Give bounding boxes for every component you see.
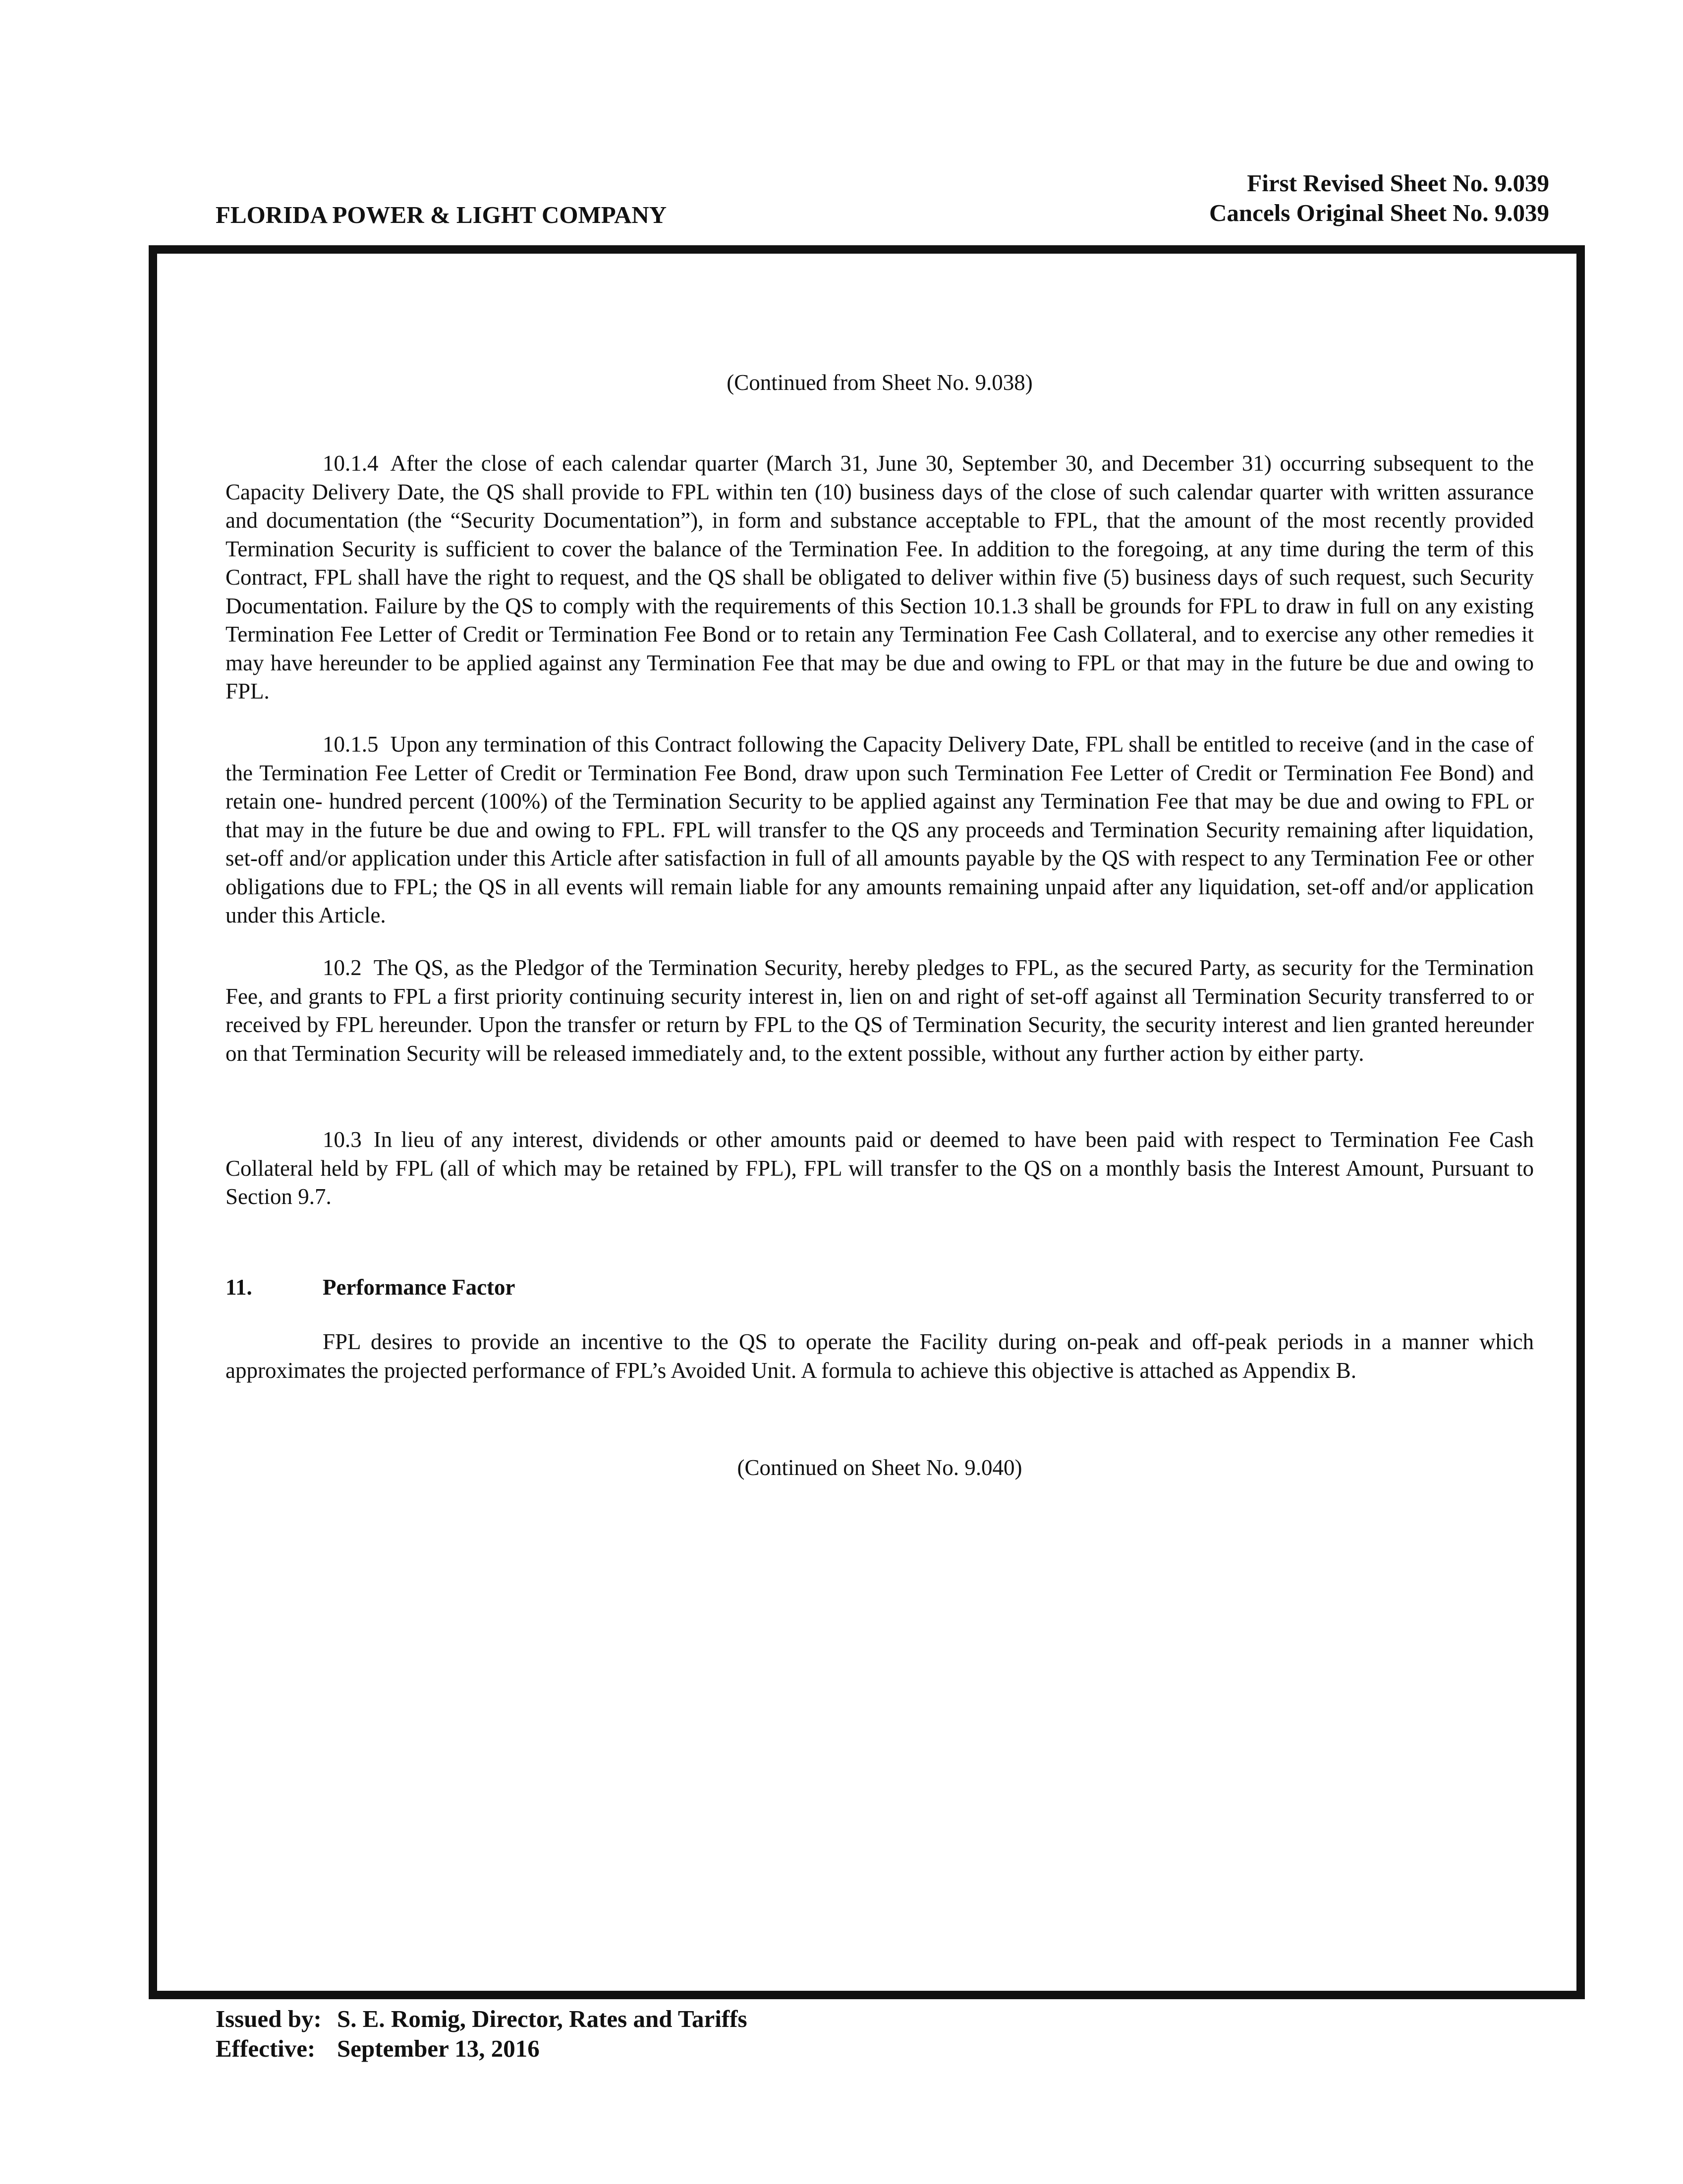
paragraph-performance-factor: FPL desires to provide an incentive to the QS to operate the Facility during on-peak and off-peak periods in a manner which approximates the projected performance of FPL’s Avoided Unit. A formula to achieve this objective is attached as Appendix B. [225, 1329, 1534, 1383]
paragraph-10-3 [225, 1126, 1534, 1211]
paragraph-text: The QS, as the Pledgor of the Termination Security, hereby pledges to FPL, as the secured Party, as security for the Termination Fee, and grants to FPL a first priority continuing security interest in, lien on and right of set-off against all Termination Security transferred to or received by FPL hereunder. Upon the transfer or return by FPL to the QS of Termination Security, the security interest and lien granted hereunder on that Termination Security will be released immediately and, to the extent possible, without any further action by either party. [225, 955, 1534, 1066]
paragraph-10-1-4 [225, 449, 1534, 706]
effective-date-value: September 13, 2016 [337, 2035, 540, 2062]
tariff-sheet-content [225, 254, 1534, 1991]
tariff-sheet-frame [149, 245, 1585, 1999]
paragraph-text: In lieu of any interest, dividends or other amounts paid or deemed to have been paid with respect to Termination Fee Cash Collateral held by FPL (all of which may be retained by FPL), FPL will transfer to the QS on a monthly basis the Interest Amount, Pursuant to Section 9.7. [225, 1127, 1534, 1209]
issued-by-value: S. E. Romig, Director, Rates and Tariffs [337, 2005, 747, 2032]
effective-date-line [216, 2034, 747, 2064]
paragraph-10-1-5 [225, 730, 1534, 930]
issued-by-label: Issued by: [216, 2005, 322, 2032]
effective-label: Effective: [216, 2035, 316, 2062]
issued-by-line [216, 2004, 747, 2034]
issuance-footer [216, 2004, 747, 2064]
revised-sheet-number: First Revised Sheet No. 9.039 [1247, 169, 1549, 197]
paragraph-number: 10.1.4 [323, 451, 379, 476]
paragraph-number: 10.3 [323, 1127, 362, 1152]
section-title: Performance Factor [323, 1275, 515, 1300]
paragraph-number: 10.2 [323, 955, 362, 980]
section-number: 11. [225, 1275, 252, 1300]
sheet-info [1209, 168, 1549, 228]
paragraph-number: 10.1.5 [323, 732, 379, 757]
paragraph-10-2 [225, 954, 1534, 1068]
company-name: FLORIDA POWER & LIGHT COMPANY [216, 201, 667, 228]
paragraph-text: Upon any termination of this Contract following the Capacity Delivery Date, FPL shall be entitled to receive (and in the case of the Termination Fee Letter of Credit or Termination Fee Bond, draw upon such Termination Fee Letter of Credit or Termination Fee Bond) and retain one- hundred percent (100%) of the Termination Security to be applied against any Termination Fee that may be due and owing to FPL or that may in the future be due and owing to FPL. FPL will transfer to the QS any proceeds and Termination Security remaining after liquidation, set-off and/or application under this Article after satisfaction in full of all amounts payable by the QS with respect to any Termination Fee or other obligations due to FPL; the QS in all events will remain liable for any amounts remaining unpaid after any liquidation, set-off and/or application under this Article. [225, 732, 1534, 928]
continued-from-note: (Continued from Sheet No. 9.038) [727, 370, 1033, 395]
section-heading-performance-factor [225, 1273, 515, 1302]
continued-on-note: (Continued on Sheet No. 9.040) [737, 1455, 1022, 1480]
paragraph-text: After the close of each calendar quarter (March 31, June 30, September 30, and December 31) occurring subsequent to the Capacity Delivery Date, the QS shall provide to FPL within ten (10) business days of the close of such calendar quarter with written assurance and documentation (the “Security Documentation”), in form and substance acceptable to FPL, that the amount of the most recently provided Termination Security is sufficient to cover the balance of the Termination Fee. In addition to the foregoing, at any time during the term of this Contract, FPL shall have the right to request, and the QS shall be obligated to deliver within five (5) business days of such request, such Security Documentation. Failure by the QS to comply with the requirements of this Section 10.1.3 shall be grounds for FPL to draw in full on any existing Termination Fee Letter of Credit or Termination Fee Bond or to retain any Termination Fee Cash Collateral, and to exercise any other remedies it may have hereunder to be applied against any Termination Fee that may be due and owing to FPL or that may in the future be due and owing to FPL. [225, 451, 1534, 704]
cancels-sheet-number: Cancels Original Sheet No. 9.039 [1209, 199, 1549, 226]
